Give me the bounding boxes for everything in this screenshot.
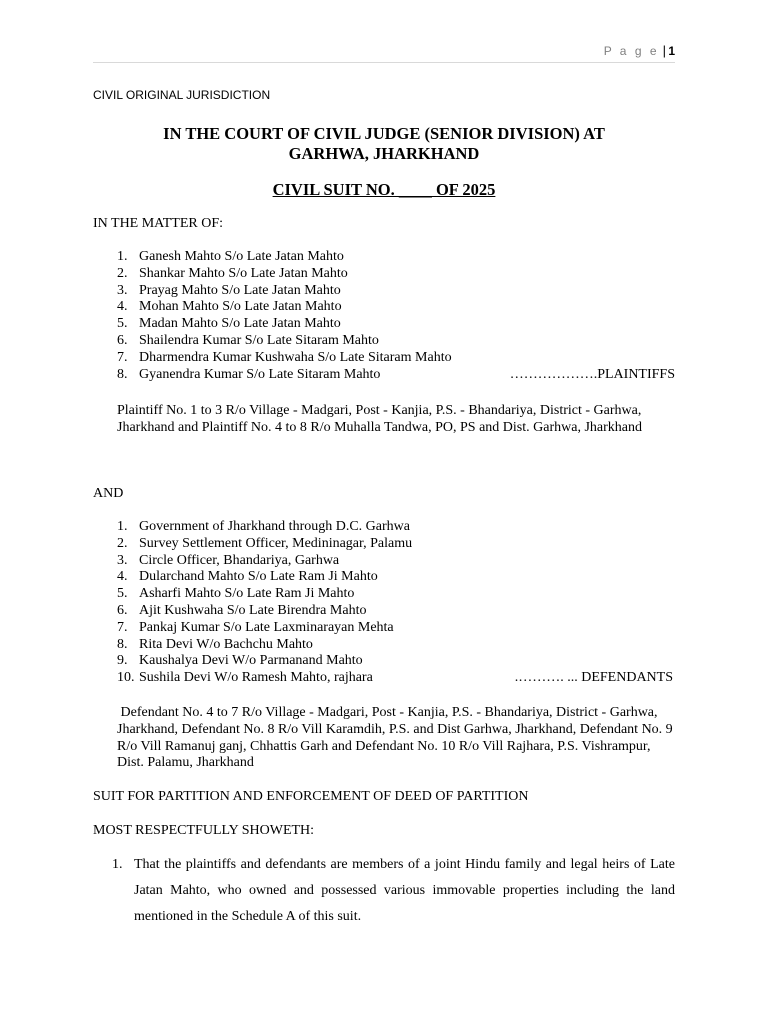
plaintiffs-label: ……………….PLAINTIFFS bbox=[509, 366, 675, 382]
list-item bbox=[117, 316, 675, 333]
defendant-name: Survey Settlement Officer, Medininagar, Palamu bbox=[139, 535, 413, 551]
list-item bbox=[117, 553, 673, 570]
list-item bbox=[117, 333, 675, 350]
item-number: 4. bbox=[117, 299, 128, 315]
plaintiff-name: Gyanendra Kumar S/o Late Sitaram Mahto bbox=[139, 366, 381, 382]
item-number: 8. bbox=[117, 636, 128, 652]
plaintiff-name: Madan Mahto S/o Late Jatan Mahto bbox=[139, 316, 341, 332]
item-number: 4. bbox=[117, 569, 128, 585]
item-number: 3. bbox=[117, 282, 128, 298]
paragraph-text: That the plaintiffs and defendants are members of a joint Hindu family and legal heirs of Late Jatan Mahto, who owned and possessed various immovable properties including the land mentioned in the Schedule A of this suit. bbox=[134, 857, 675, 924]
defendant-name: Dularchand Mahto S/o Late Ram Ji Mahto bbox=[139, 569, 378, 585]
item-number: 10. bbox=[117, 670, 135, 686]
plaintiff-name: Shankar Mahto S/o Late Jatan Mahto bbox=[139, 265, 348, 281]
defendant-name: Kaushalya Devi W/o Parmanand Mahto bbox=[139, 653, 363, 669]
item-number: 6. bbox=[117, 332, 128, 348]
paragraph-number: 1. bbox=[112, 857, 123, 872]
defendant-address bbox=[117, 705, 677, 772]
list-item bbox=[117, 536, 673, 553]
page-number: 1 bbox=[668, 44, 675, 58]
item-number: 2. bbox=[117, 535, 128, 551]
court-title bbox=[93, 124, 675, 164]
defendant-list bbox=[117, 519, 673, 687]
list-item bbox=[117, 637, 673, 654]
and-separator: AND bbox=[93, 486, 124, 501]
plaintiff-name: Shailendra Kumar S/o Late Sitaram Mahto bbox=[139, 332, 379, 348]
page-header bbox=[93, 42, 675, 63]
plaintiff-name: Ganesh Mahto S/o Late Jatan Mahto bbox=[139, 249, 344, 264]
item-number: 3. bbox=[117, 552, 128, 568]
item-number: 6. bbox=[117, 602, 128, 618]
defendant-address-text: Defendant No. 4 to 7 R/o Village - Madgari, Post - Kanjia, P.S. - Bhandariya, District - Garhwa, Jharkhand, Defendant No. 8 R/o Vill Karamdih, P.S. and Dist Garhwa, Jharkhand, Defendant No. 9 R/o Vill Ramanuj ganj, Chhattis Garh and Defendant No. 10 R/o Vill Rajhara, P.S. Vishrampur, Dist. Palamu, Jharkhand bbox=[117, 705, 673, 771]
list-item bbox=[117, 670, 673, 687]
list-item bbox=[117, 653, 673, 670]
plaintiff-address: Plaintiff No. 1 to 3 R/o Village - Madgari, Post - Kanjia, P.S. - Bhandariya, District - Garhwa, Jharkhand and Plaintiff No. 4 to 8 R/o Muhalla Tandwa, PO, PS and Dist. Garhwa, Jharkhand bbox=[117, 403, 642, 435]
defendant-name: Circle Officer, Bhandariya, Garhwa bbox=[139, 552, 340, 568]
defendant-name: Asharfi Mahto S/o Late Ram Ji Mahto bbox=[139, 586, 355, 602]
defendant-name: Ajit Kushwaha S/o Late Birendra Mahto bbox=[139, 602, 367, 618]
list-item bbox=[117, 299, 675, 316]
defendant-name: Government of Jharkhand through D.C. Garhwa bbox=[139, 519, 410, 534]
item-number: 9. bbox=[117, 653, 128, 669]
defendant-name: Pankaj Kumar S/o Late Laxminarayan Mehta bbox=[139, 619, 394, 635]
matter-heading: IN THE MATTER OF: bbox=[93, 216, 224, 231]
plaintiff-name: Mohan Mahto S/o Late Jatan Mahto bbox=[139, 299, 342, 315]
list-item bbox=[117, 569, 673, 586]
defendant-name: Sushila Devi W/o Ramesh Mahto, rajhara bbox=[139, 670, 373, 686]
paragraph bbox=[112, 852, 675, 930]
jurisdiction-heading: CIVIL ORIGINAL JURISDICTION bbox=[93, 88, 271, 102]
item-number: 5. bbox=[117, 316, 128, 332]
showeth-heading: MOST RESPECTFULLY SHOWETH: bbox=[93, 823, 315, 838]
list-item bbox=[117, 519, 673, 536]
plaintiff-list bbox=[117, 249, 675, 383]
list-item bbox=[117, 367, 675, 384]
item-number: 1. bbox=[117, 519, 128, 534]
list-item bbox=[117, 620, 673, 637]
list-item bbox=[117, 283, 675, 300]
page-separator: | bbox=[662, 43, 666, 58]
item-number: 7. bbox=[117, 619, 128, 635]
plaintiff-name: Dharmendra Kumar Kushwaha S/o Late Sitaram Mahto bbox=[139, 349, 452, 365]
court-title-text: IN THE COURT OF CIVIL JUDGE (SENIOR DIVISION) AT GARHWA, JHARKHAND bbox=[163, 124, 605, 163]
defendants-label: .………. ... DEFENDANTS bbox=[514, 670, 673, 686]
defendant-name: Rita Devi W/o Bachchu Mahto bbox=[139, 636, 313, 652]
list-item bbox=[117, 350, 675, 367]
list-item bbox=[117, 603, 673, 620]
item-number: 1. bbox=[117, 249, 128, 264]
list-item bbox=[117, 586, 673, 603]
list-item bbox=[117, 266, 675, 283]
suit-number: CIVIL SUIT NO. ____ OF 2025 bbox=[272, 180, 496, 199]
item-number: 8. bbox=[117, 366, 128, 382]
list-item bbox=[117, 249, 675, 266]
item-number: 5. bbox=[117, 586, 128, 602]
item-number: 2. bbox=[117, 265, 128, 281]
suit-purpose: SUIT FOR PARTITION AND ENFORCEMENT OF DEED OF PARTITION bbox=[93, 789, 529, 804]
item-number: 7. bbox=[117, 349, 128, 365]
plaintiff-name: Prayag Mahto S/o Late Jatan Mahto bbox=[139, 282, 341, 298]
page-label: P a g e bbox=[603, 44, 659, 58]
